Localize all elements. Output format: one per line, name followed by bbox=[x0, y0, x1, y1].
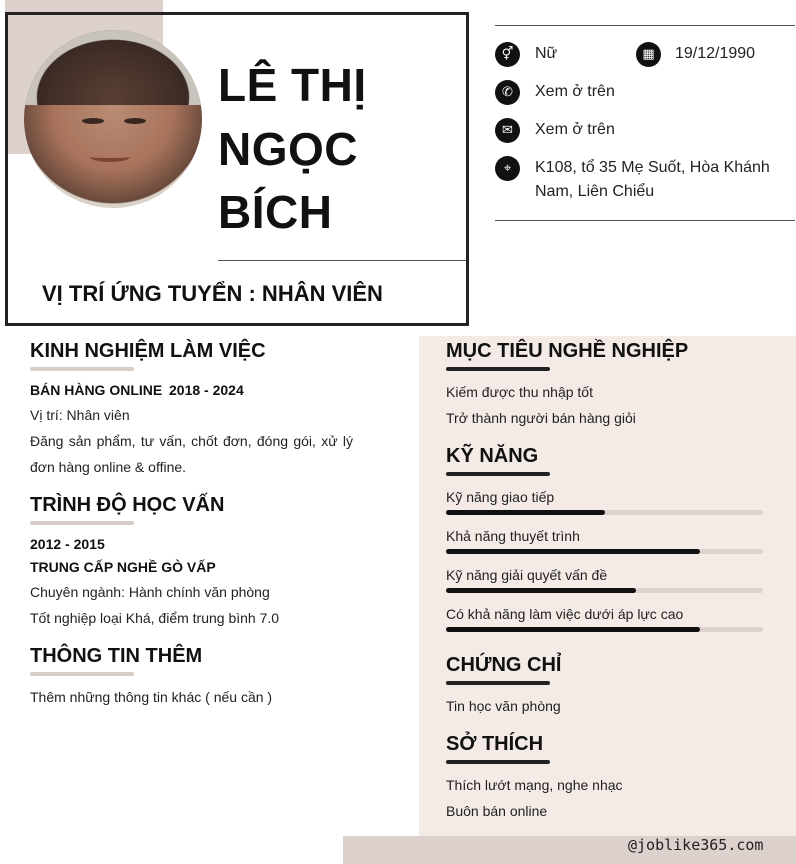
education-title-underline bbox=[30, 521, 134, 525]
education-period: 2012 - 2015 bbox=[30, 536, 105, 552]
objective-title-underline bbox=[446, 367, 550, 371]
contact-divider-bottom bbox=[495, 220, 795, 221]
experience-role: Vị trí: Nhân viên bbox=[30, 407, 130, 423]
education-school: TRUNG CẤP NGHỀ GÒ VẤP bbox=[30, 559, 216, 575]
experience-period: 2018 - 2024 bbox=[169, 382, 244, 398]
experience-desc-line-2: đơn hàng online & offine. bbox=[30, 459, 187, 475]
hobby-item: Buôn bán online bbox=[446, 803, 548, 819]
email-icon: ✉ bbox=[495, 118, 520, 143]
experience-company: BÁN HÀNG ONLINE bbox=[30, 382, 163, 398]
gender-icon: ⚥ bbox=[495, 42, 520, 67]
objective-item: Kiếm được thu nhập tốt bbox=[446, 384, 593, 400]
contact-divider-top bbox=[495, 25, 795, 26]
name-line-2: NGỌC bbox=[218, 123, 358, 175]
skill-label: Kỹ năng giải quyết vấn đề bbox=[446, 567, 608, 583]
education-result: Tốt nghiệp loại Khá, điểm trung bình 7.0 bbox=[30, 610, 280, 626]
phone-value: Xem ở trên bbox=[535, 83, 615, 100]
footer-website: @joblike365.com bbox=[628, 836, 764, 854]
hobbies-title: SỞ THÍCH bbox=[446, 733, 544, 755]
experience-desc-line-1: Đăng sản phẩm, tư vấn, chốt đơn, đóng gói, xử lý bbox=[30, 433, 353, 449]
skill-bar bbox=[446, 627, 763, 632]
phone-icon: ✆ bbox=[495, 80, 520, 105]
skill-label: Kỹ năng giao tiếp bbox=[446, 489, 555, 505]
skills-title-underline bbox=[446, 472, 550, 476]
skills-title: KỸ NĂNG bbox=[446, 445, 539, 467]
certificates-title: CHỨNG CHỈ bbox=[446, 654, 562, 676]
certificates-title-underline bbox=[446, 681, 550, 685]
skill-bar-fill bbox=[446, 627, 700, 632]
more-info-text: Thêm những thông tin khác ( nếu cần ) bbox=[30, 689, 273, 705]
experience-title-underline bbox=[30, 367, 134, 371]
calendar-icon: ▦ bbox=[636, 42, 661, 67]
skill-bar-fill bbox=[446, 588, 636, 593]
more-info-title: THÔNG TIN THÊM bbox=[30, 645, 203, 667]
email-value: Xem ở trên bbox=[535, 121, 615, 138]
name-line-1: LÊ THỊ bbox=[218, 59, 367, 111]
birthday-value: 19/12/1990 bbox=[675, 45, 756, 62]
gender-value: Nữ bbox=[535, 45, 558, 62]
skill-bar-fill bbox=[446, 549, 700, 554]
name-divider bbox=[218, 260, 466, 261]
education-major: Chuyên ngành: Hành chính văn phòng bbox=[30, 584, 270, 600]
position-title: VỊ TRÍ ỨNG TUYỂN : NHÂN VIÊN bbox=[42, 281, 383, 306]
skill-label: Có khả năng làm việc dưới áp lực cao bbox=[446, 606, 684, 622]
address-line-2: Nam, Liên Chiểu bbox=[535, 183, 655, 200]
location-pin-icon: ⌖ bbox=[495, 156, 520, 181]
certificate-item: Tin học văn phòng bbox=[446, 698, 561, 714]
more-info-title-underline bbox=[30, 672, 134, 676]
name-line-3: BÍCH bbox=[218, 186, 333, 238]
skill-bar bbox=[446, 588, 763, 593]
avatar bbox=[24, 30, 202, 208]
education-title: TRÌNH ĐỘ HỌC VẤN bbox=[30, 494, 225, 516]
hobby-item: Thích lướt mạng, nghe nhạc bbox=[446, 777, 623, 793]
objective-title: MỤC TIÊU NGHỀ NGHIỆP bbox=[446, 340, 689, 362]
hobbies-title-underline bbox=[446, 760, 550, 764]
skill-label: Khả năng thuyết trình bbox=[446, 528, 580, 544]
objective-item: Trở thành người bán hàng giỏi bbox=[446, 410, 636, 426]
experience-title: KINH NGHIỆM LÀM VIỆC bbox=[30, 340, 266, 362]
skill-bar bbox=[446, 510, 763, 515]
address-line-1: K108, tổ 35 Mẹ Suốt, Hòa Khánh bbox=[535, 159, 770, 176]
skill-bar-fill bbox=[446, 510, 605, 515]
skill-bar bbox=[446, 549, 763, 554]
